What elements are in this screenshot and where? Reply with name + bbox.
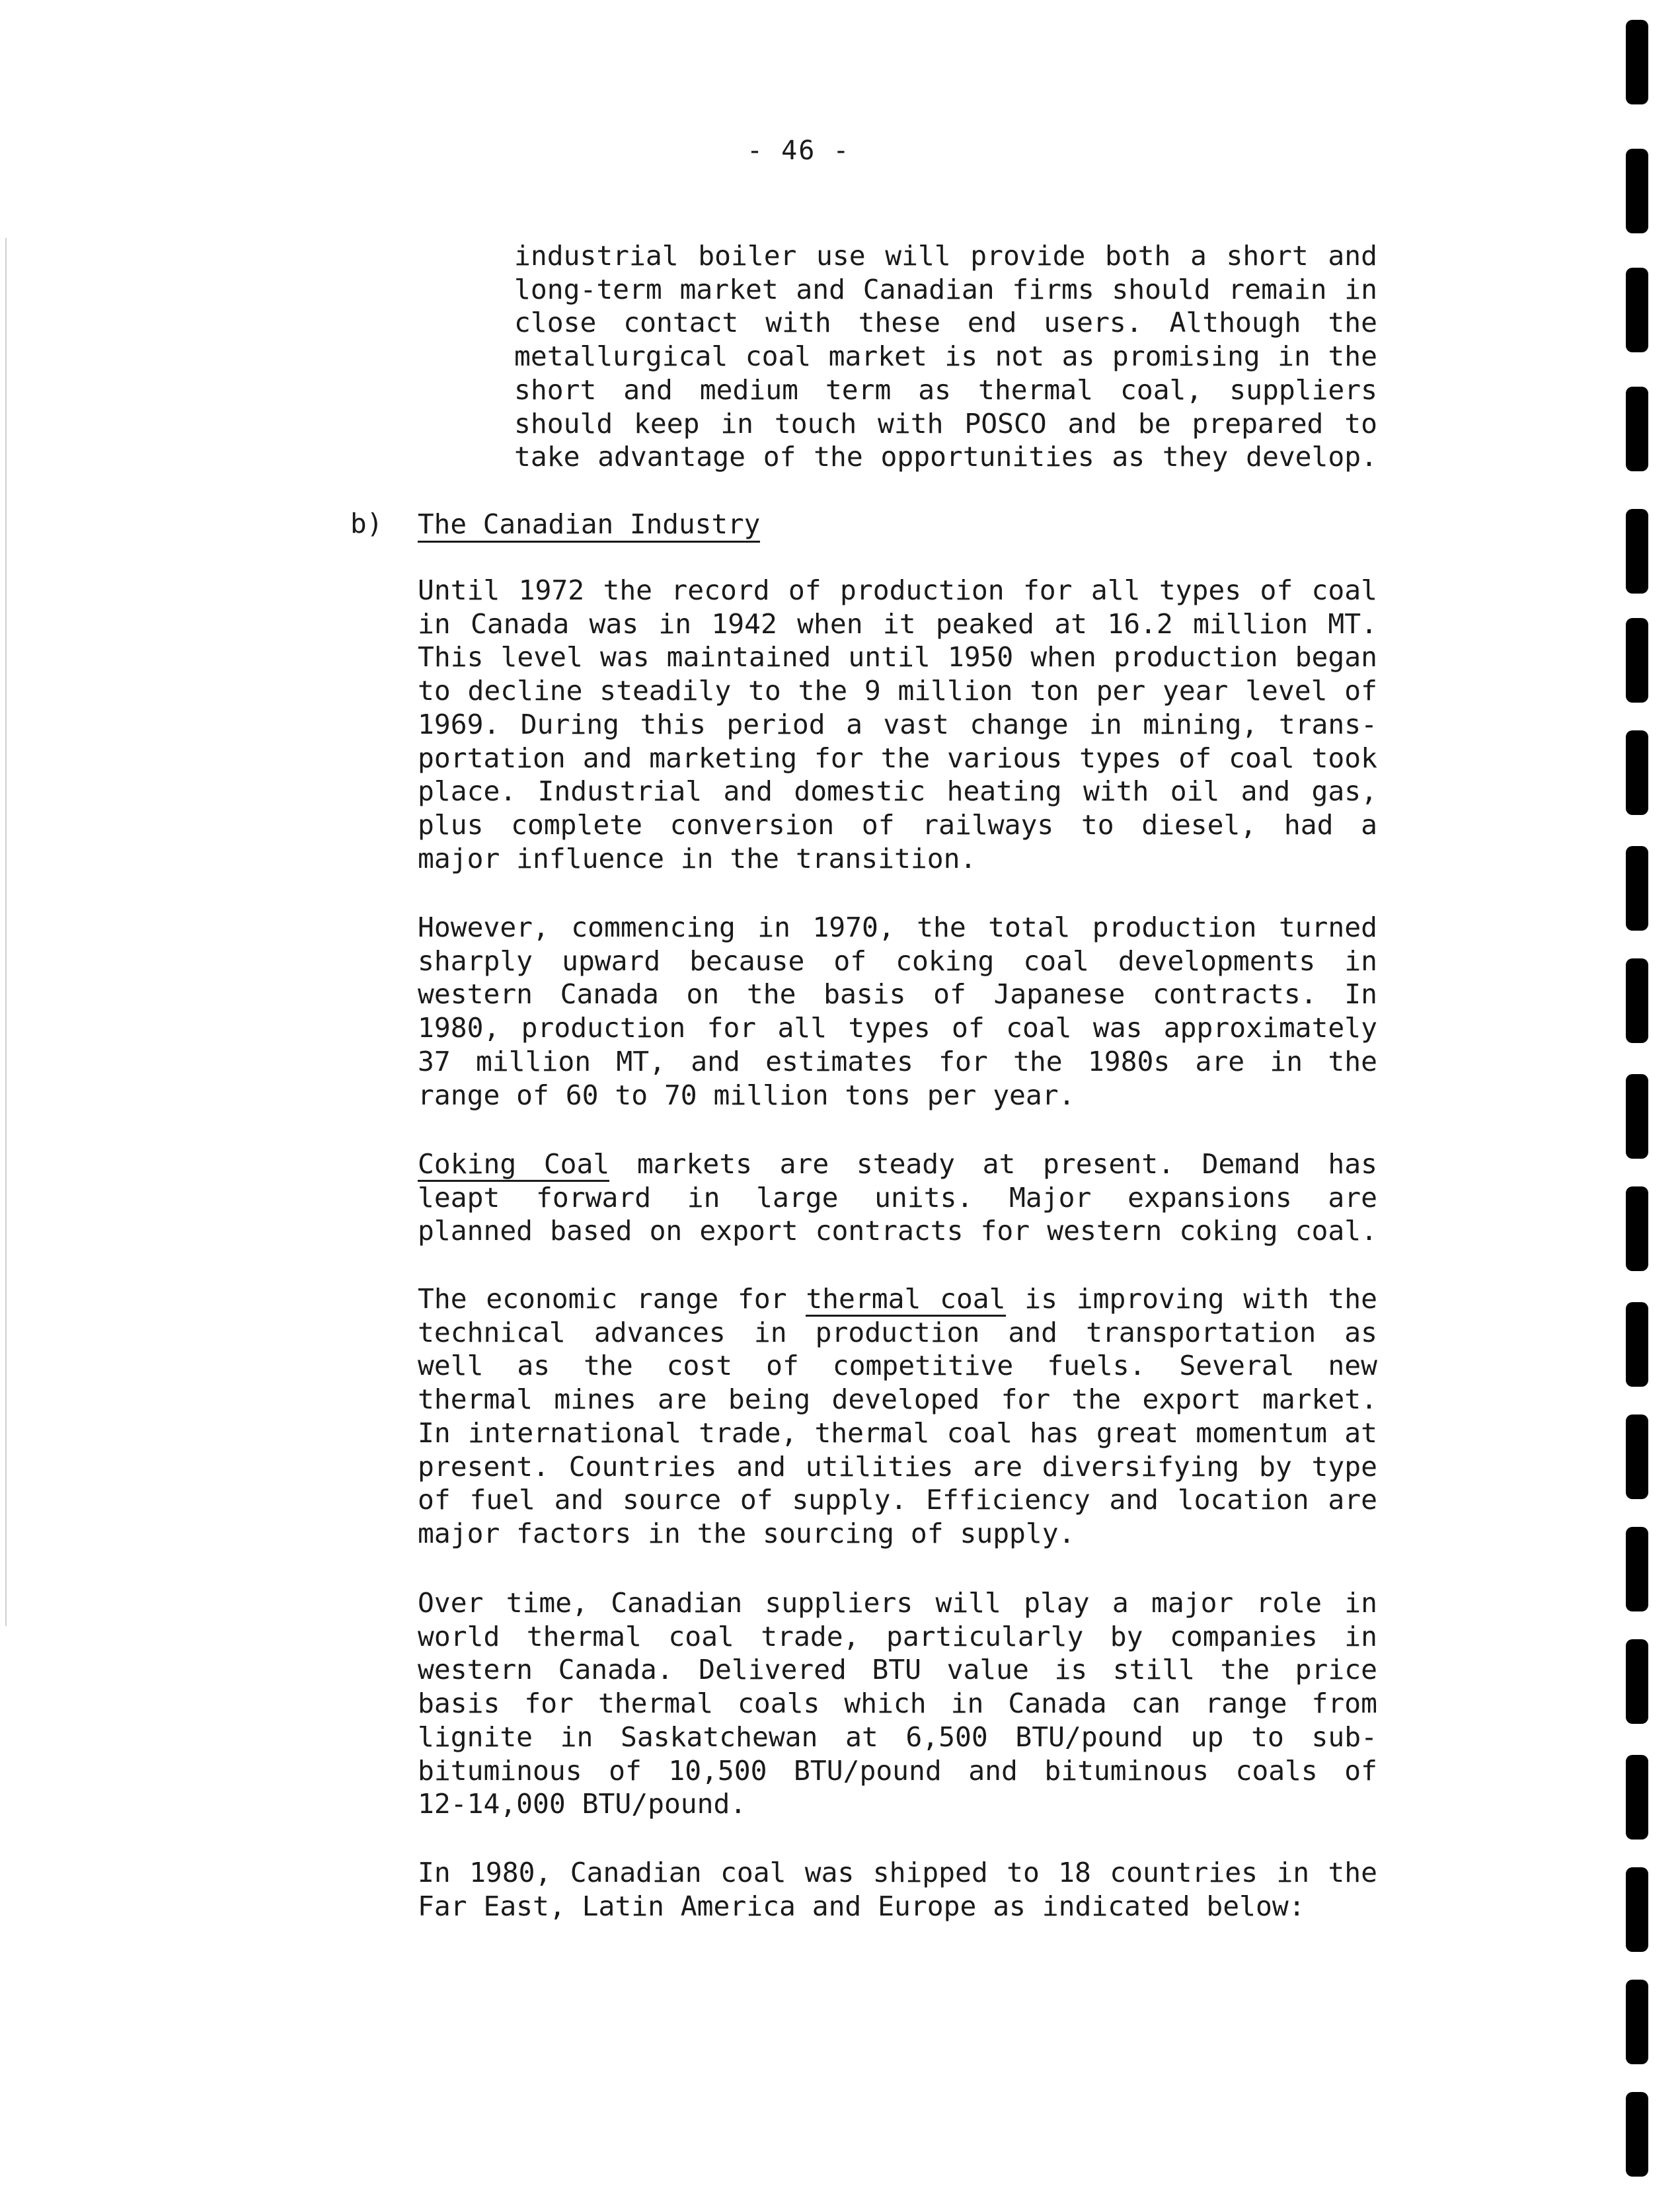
text-line: industrial boiler use will provide both a short and — [514, 240, 1377, 272]
text-line: portation and marketing for the various types of coal took — [418, 742, 1377, 774]
text-line: major factors in the sourcing of supply. — [418, 1517, 1075, 1549]
text-line: 12-14,000 BTU/pound. — [418, 1788, 747, 1820]
binding-mark — [1626, 846, 1648, 931]
text-line: well as the cost of competitive fuels. Several new — [418, 1350, 1377, 1382]
paragraph-canadian-suppliers — [418, 1586, 1377, 1821]
text-line: major influence in the transition. — [418, 842, 977, 874]
binding-mark — [1626, 387, 1648, 471]
binding-mark — [1626, 2092, 1648, 2177]
text-line — [418, 1282, 1377, 1316]
binding-mark — [1626, 958, 1648, 1043]
paragraph-thermal-coal — [418, 1282, 1377, 1551]
text-line: take advantage of the opportunities as they develop. — [514, 441, 1377, 473]
text-line: bituminous of 10,500 BTU/pound and bituminous coals of — [418, 1754, 1377, 1787]
text-line: basis for thermal coals which in Canada can range from — [418, 1687, 1377, 1720]
text-line: western Canada on the basis of Japanese contracts. In — [418, 978, 1377, 1011]
binding-mark — [1626, 730, 1648, 815]
binding-mark — [1626, 149, 1648, 233]
text-line: 1969. During this period a vast change in mining, trans- — [418, 708, 1377, 740]
text-line: western Canada. Delivered BTU value is still the price — [418, 1654, 1377, 1686]
paragraph-exports — [418, 1856, 1377, 1923]
text-line: However, commencing in 1970, the total production turned — [418, 911, 1377, 943]
binding-mark — [1626, 1980, 1648, 2064]
binding-mark — [1626, 268, 1648, 352]
text-line: close contact with these end users. Although the — [514, 307, 1377, 339]
text-line: long-term market and Canadian firms should remain in — [514, 273, 1377, 305]
binding-mark — [1626, 1186, 1648, 1271]
paragraph-production-growth — [418, 911, 1377, 1112]
text-line: of fuel and source of supply. Efficiency and location are — [418, 1484, 1377, 1516]
text-line: planned based on export contracts for western coking coal. — [418, 1215, 1377, 1247]
binding-mark — [1626, 1527, 1648, 1611]
binding-mark — [1626, 20, 1648, 104]
text-line: In 1980, Canadian coal was shipped to 18 countries in the — [418, 1857, 1377, 1888]
text-line: Until 1972 the record of production for all types of coal — [418, 574, 1377, 606]
text-line: This level was maintained until 1950 when production began — [418, 641, 1377, 674]
binding-mark — [1626, 509, 1648, 594]
binding-marks — [1626, 0, 1652, 2209]
section-label: b) — [350, 508, 383, 539]
text-line: sharply upward because of coking coal developments in — [418, 945, 1377, 977]
text-line: thermal mines are being developed for the export market. — [418, 1383, 1377, 1416]
text-line: technical advances in production and transportation as — [418, 1316, 1377, 1348]
text-line: place. Industrial and domestic heating with oil and gas, — [418, 775, 1377, 808]
binding-mark — [1626, 1074, 1648, 1159]
text-line: range of 60 to 70 million tons per year. — [418, 1079, 1075, 1111]
binding-mark — [1626, 1755, 1648, 1840]
text-line: Far East, Latin America and Europe as indicated below: — [418, 1890, 1305, 1922]
scan-margin-line — [5, 238, 7, 1626]
page-number: - 46 - — [747, 136, 851, 166]
text-line: world thermal coal trade, particularly by companies in — [418, 1620, 1377, 1652]
text-line: short and medium term as thermal coal, suppliers — [514, 373, 1377, 406]
paragraph-coking-coal — [418, 1147, 1377, 1248]
text-line: present. Countries and utilities are diversifying by type — [418, 1450, 1377, 1483]
text-line: 1980, production for all types of coal was approximately — [418, 1012, 1377, 1044]
binding-mark — [1626, 1639, 1648, 1724]
text-line: 37 million MT, and estimates for the 1980s are in the — [418, 1045, 1377, 1077]
text-line: plus complete conversion of railways to diesel, had a — [418, 808, 1377, 841]
binding-mark — [1626, 1415, 1648, 1499]
text-line: metallurgical coal market is not as promising in the — [514, 340, 1377, 373]
text-line — [418, 1147, 1377, 1181]
text-line: leapt forward in large units. Major expansions are — [418, 1181, 1377, 1214]
text-line: lignite in Saskatchewan at 6,500 BTU/pound up to sub- — [418, 1721, 1377, 1753]
text-line: in Canada was in 1942 when it peaked at 16.2 million MT. — [418, 607, 1377, 640]
text-line: In international trade, thermal coal has great momentum at — [418, 1416, 1377, 1449]
paragraph-intro — [514, 239, 1377, 474]
text-line: should keep in touch with POSCO and be prepared to — [514, 407, 1377, 440]
text-fragment: The economic range for — [418, 1283, 806, 1315]
binding-mark — [1626, 1867, 1648, 1952]
text-line: Over time, Canadian suppliers will play a major role in — [418, 1587, 1377, 1619]
binding-mark — [1626, 1302, 1648, 1387]
underlined-term: thermal coal — [806, 1283, 1005, 1317]
text-fragment: markets are steady at present. Demand has — [609, 1148, 1377, 1180]
text-fragment: is improving with the — [1005, 1283, 1377, 1315]
text-line: to decline steadily to the 9 million ton per year level of — [418, 675, 1377, 707]
paragraph-production-history — [418, 574, 1377, 875]
underlined-term: Coking Coal — [418, 1148, 609, 1182]
binding-mark — [1626, 618, 1648, 703]
section-title: The Canadian Industry — [418, 508, 760, 543]
